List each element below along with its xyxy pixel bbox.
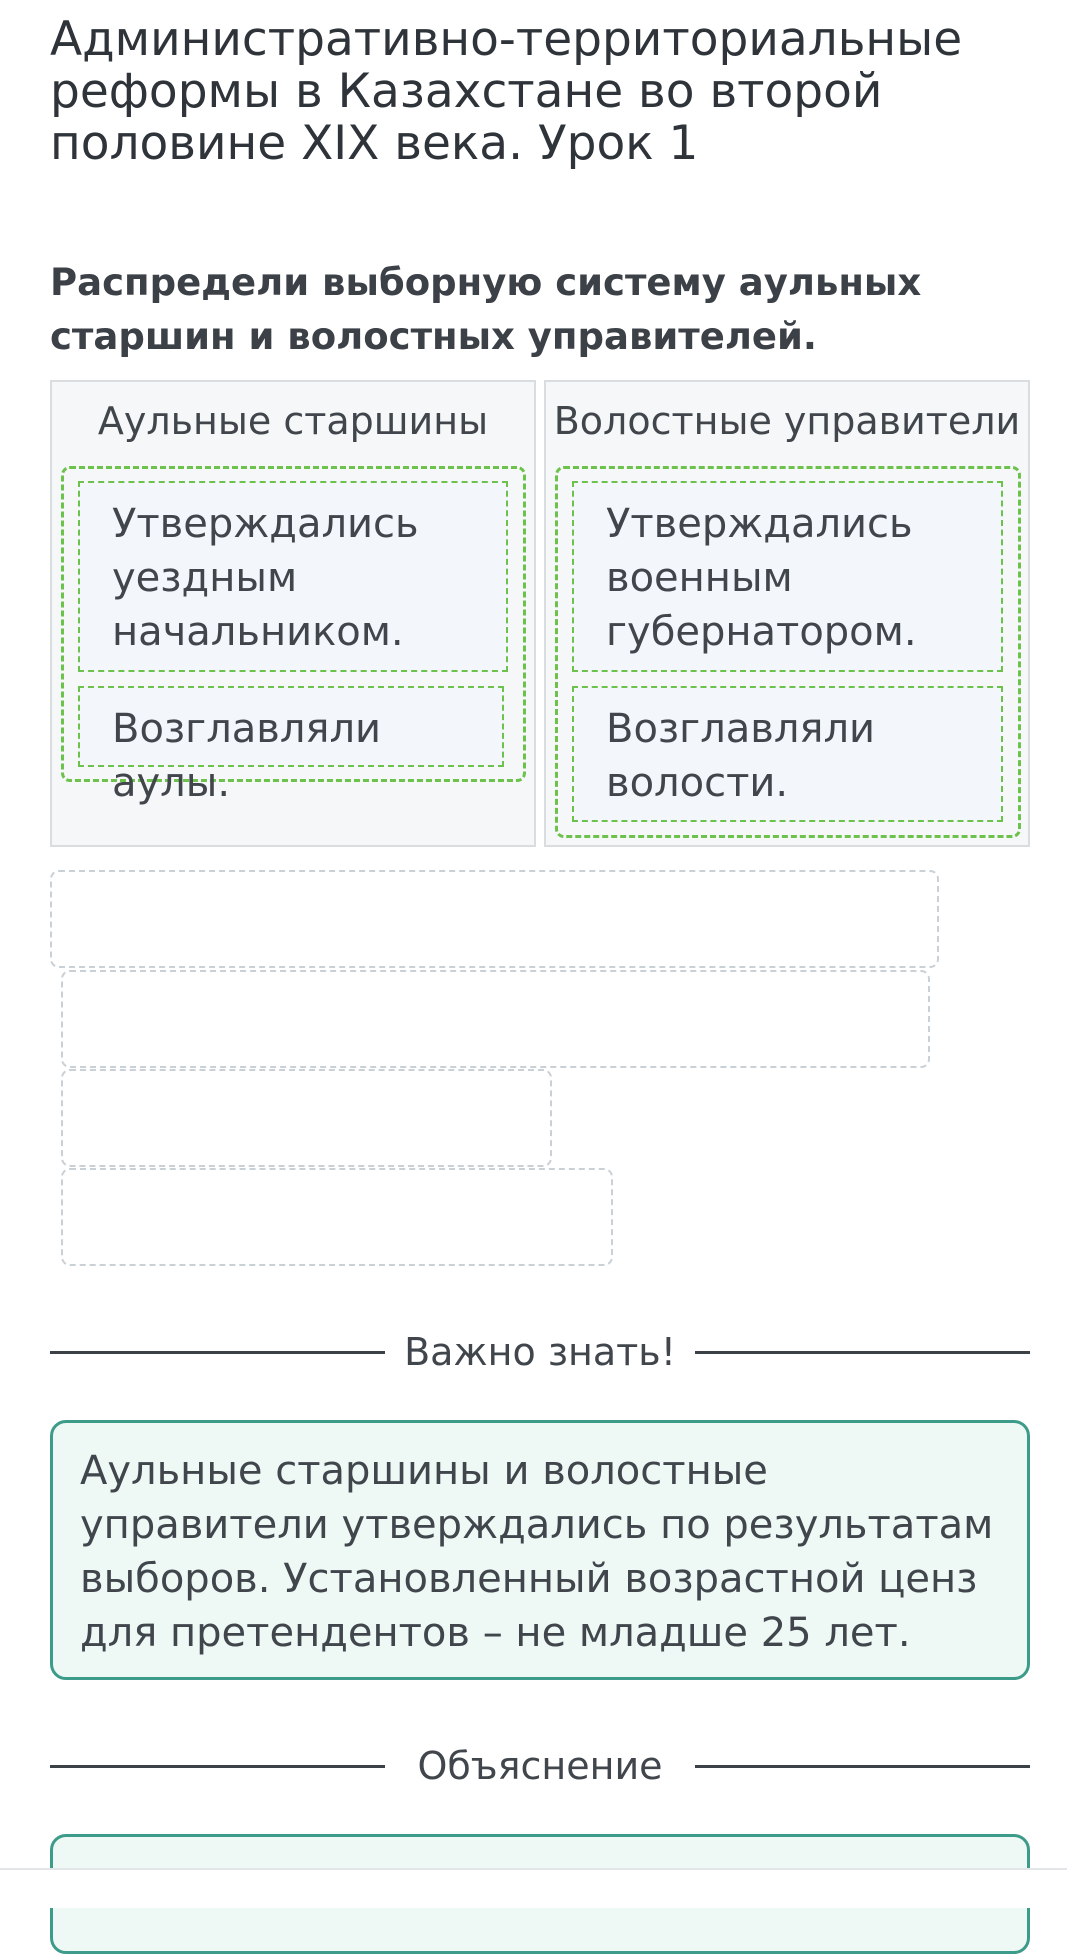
empty-card-slot	[50, 870, 939, 968]
divider-line	[695, 1351, 1030, 1354]
lesson-title: Административно-территориальные реформы в Казахстане во второй половине XIX века. Урок 1	[50, 12, 963, 171]
answer-card[interactable]	[78, 481, 508, 672]
answer-card-text: Утверждались военным губернатором.	[606, 501, 917, 655]
answer-card[interactable]	[572, 481, 1003, 672]
divider-line	[50, 1765, 385, 1768]
divider-line	[50, 1351, 385, 1354]
important-info-text: Аульные старшины и волостные управители утверждались по результатам выборов. Установленный возрастной ценз для претендентов – не младше 25 лет.	[80, 1448, 994, 1656]
answer-card-text: Утверждались уездным начальником.	[112, 501, 419, 655]
empty-card-slot	[61, 1168, 613, 1266]
answer-card[interactable]	[78, 686, 504, 806]
divider-line	[695, 1765, 1030, 1768]
answer-card[interactable]	[572, 686, 1003, 822]
answer-card-text: Возглавляли волости.	[606, 706, 876, 806]
empty-card-slot	[61, 1069, 552, 1167]
important-heading: Важно знать!	[404, 1330, 676, 1374]
task-instruction: Распредели выборную систему аульных старшин и волостных управителей.	[50, 261, 922, 358]
empty-card-slot	[61, 970, 930, 1068]
column-header: Аульные старшины	[97, 399, 489, 443]
explanation-heading: Объяснение	[417, 1744, 663, 1788]
bottom-bar	[0, 1868, 1067, 1908]
column-header: Волостные управители	[553, 399, 1021, 443]
answer-card-text: Возглавляли аулы.	[112, 706, 382, 806]
